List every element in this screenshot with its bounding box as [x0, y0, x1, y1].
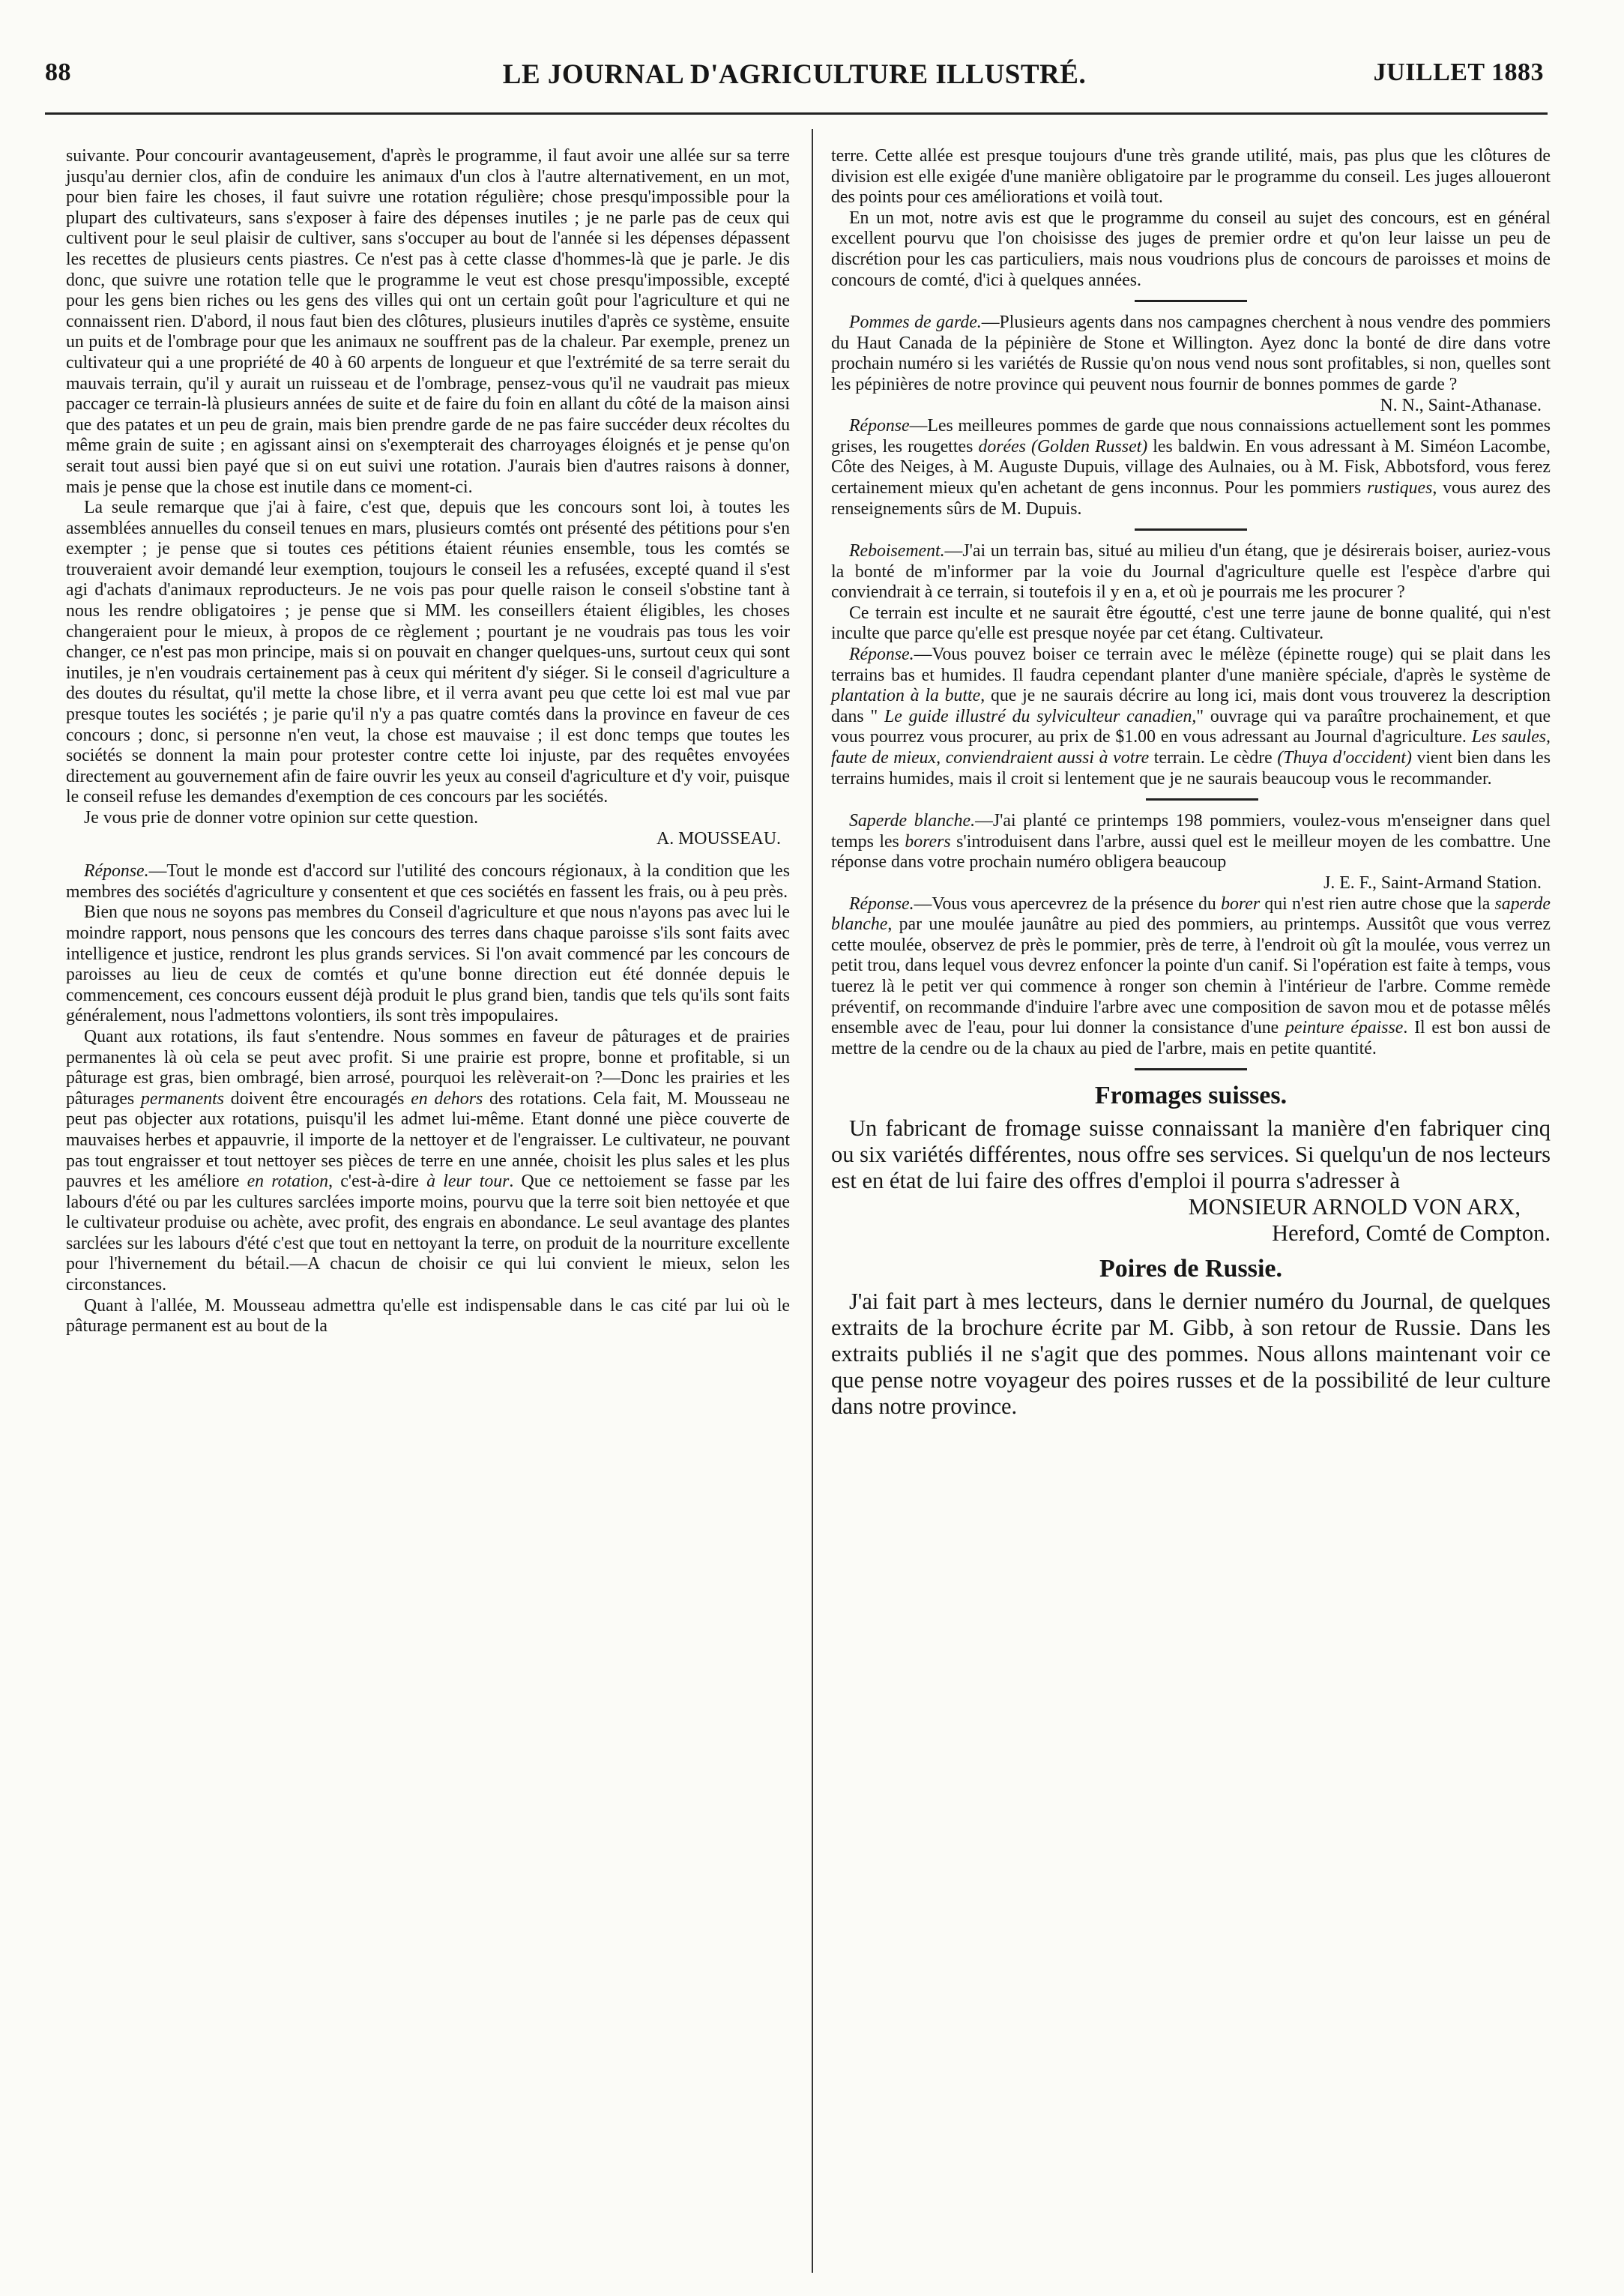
text-run: —J'ai un terrain bas, situé au milieu d'un étang, que je désirerais boiser, auriez-vous la bonté de m'informer par la voie du Journal d'agriculture quelle est l'espèce d'arbre qui conviendrait à ce terrain, si toutefois il y en a, et où je pourrais me les procurer ?	[831, 541, 1551, 603]
paragraph: En un mot, notre avis est que le programme du conseil au sujet des concours, est en général excellent pourvu que l'on choisisse des juges de premier ordre et qu'on leur laisse un peu de discrétion pour les cas particuliers, mais nous voudrions plus de concours de paroisses et moins de concours de comté, d'ici à quelques années.	[831, 208, 1551, 290]
signature: A. MOUSSEAU.	[656, 828, 781, 849]
text-run: —Plusieurs agents dans nos campagnes cherchent à nous vendre des pommiers du Haut Canada de la pépinière de Stone et Willington. Ayez donc la bonté de dire dans votre prochain numéro si les variétés de Russie qu'on nous vend nous sont profitables, si non, quelles sont les pépinières de notre province qui peuvent nous fournir de bonnes pommes de garde ?	[831, 313, 1551, 394]
journal-title: LE JOURNAL D'AGRICULTURE ILLUSTRÉ.	[502, 59, 1087, 90]
spacer	[66, 849, 790, 861]
paragraph: J'ai fait part à mes lecteurs, dans le dernier numéro du Journal, de quelques extraits de la brochure écrite par M. Gibb, à son retour de Russie. Dans les extraits publiés il ne s'agit que des pommes. Nous allons maintenant voir ce que pense notre voyageur des poires russes et de la possibilité de leur culture dans notre province.	[831, 1289, 1551, 1420]
text-run: des rotations. Cela fait, M. Mousseau ne peut pas objecter aux rotations, puisqu'il les admet lui-même. Etant donné une pièce couverte de mauvaises herbes et appauvrie, il importe de la nettoyer et de l'engraisser. Le cultivateur, ne pouvant pas tout engraisser et tout nettoyer ses pièces de terre en une année, choisit les plus sales et les plus pauvres et les améliore	[66, 1088, 790, 1192]
fromages-block	[831, 1115, 1551, 1247]
reponse-label: Réponse.	[84, 861, 149, 882]
italic-run: Les saules, faute de mieux, conviendraient aussi à votre	[831, 727, 1551, 768]
header-rule	[45, 112, 1548, 115]
text-run: . Que ce nettoiement se fasse par les labours d'été ou par les cultures sarclées importe moins, pourvu que la terre soit bien nettoyée et que le cultivateur produise ou achète, avec profit, des engrais en abondance. Le seul avantage des plantes sarclées sur les labours d'été c'est que tout en nettoyant la terre, on produit de la nourriture excellente pour l'hivernement du bétail.—A chacun de choisir ce qui lui convient le mieux, selon les circonstances.	[66, 1172, 791, 1295]
question-paragraph	[831, 313, 1551, 395]
reponse-label: Réponse.	[849, 645, 914, 665]
reponse-text: —Tout le monde est d'accord sur l'utilité des concours régionaux, à la condition que les membres des sociétés d'agriculture y consentent et que ces sociétés en fassent les frais, ou à peu près.	[66, 861, 790, 902]
paragraph: Ce terrain est inculte et ne saurait être égoutté, c'est une terre jaune de bonne qualité, qui n'est inculte que parce qu'elle est presque noyée par cet étang. Cultivateur.	[831, 603, 1551, 644]
section-title-poires: Poires de Russie.	[1099, 1255, 1282, 1283]
paragraph: suivante. Pour concourir avantageusement, d'après le programme, il faut avoir une allée sur sa terre jusqu'au dernier clos, afin de conduire les animaux d'un clos à l'autre alternativement, en un mot, pour bien faire les choses, il faut suivre une rotation régulière; chose presqu'impossible pour la plupart des cultivateurs, sans s'exposer à faire des dépenses inutiles ; je ne parle pas de ceux qui cultivent pour le seul plaisir de cultiver, sans s'occuper au bout de l'année si les dépenses dépassent les recettes de plusieurs cents piastres. Ce n'est pas à cette classe d'hommes-là que je parle. Je dis donc, que suivre une rotation telle que le programme le veut est chose presqu'impossible, excepté pour les gens bien riches ou les gens des villes qui ont un certain goût pour l'agriculture et qui ne connaissent rien. D'abord, il nous faut bien des clôtures, plusieurs inutiles d'après ce système, ensuite un puits et de l'ombrage pour que les animaux ne souffrent pas de la chaleur. Par exemple, prenez un cultivateur qui a une propriété de 40 à 60 arpents de longueur et que l'extrémité de sa terre serait du mauvais terrain, qu'il y aurait un ruisseau et de l'ombrage, pensez-vous qu'il ne vaudrait pas mieux paccager ce terrain-là plusieurs années de suite et de faire du foin en allant du côté de la maison ainsi que des patates et un peu de grain, mais bien prendre garde de ne pas faire succéder deux récoltes du même grain de suite ; en agissant ainsi on s'exempterait des charroyages éloignés et je pense qu'on serait tout aussi bien payé que si on eut suivi une rotation. J'aurais bien d'autres raisons à donner, mais je pense que la chose est inutile dans ce moment-ci.	[66, 146, 790, 497]
paragraph: terre. Cette allée est presque toujours d'une très grande utilité, mais, pas plus que les clôtures de division est elle exigée d'une manière obligatoire par le programme du conseil. Les juges alloueront des points pour ces améliorations et voilà tout.	[831, 146, 1551, 208]
text-run: , c'est-à-dire	[328, 1172, 427, 1192]
italic-run: (Thuya d'occident)	[1277, 748, 1412, 768]
text-run: les baldwin. En vous adressant à M. Siméon Lacombe, Côte des Neiges, à M. Auguste Dupuis, village des Aulnaies, ou à M. Fisk, Abbotsford, vous ferez certainement mieux qu'en achetant de gens inconnus. Pour les pommiers	[831, 436, 1551, 498]
reponse-paragraph	[66, 861, 790, 903]
italic-run: permanents	[140, 1088, 225, 1109]
text-run: , que je ne saurais décrire au long ici, mais dont vous trouverez la description dans "	[831, 686, 1551, 726]
text-run: s'introduisent dans l'arbre, aussi quel est le meilleur moyen de les combattre. Une réponse dans votre prochain numéro obligera beaucoup	[831, 831, 1551, 873]
text-run: —J'ai planté ce printemps 198 pommiers, voulez-vous m'enseigner dans quel temps les	[831, 811, 1551, 852]
text-run: , par une moulée jaunâtre au pied des pommiers, au printemps. Aussitôt que vous verrez cette moulée, observez de près le pommier, près de terre, à l'endroit où gît la moulée, vous verrez un petit trou, dans lequel vous devrez enfoncer la pointe d'un canif. Si l'opération est faite à temps, vous tuerez là le petit ver qui commence à ronger son chemin à l'intérieur de l'arbre. Comme remède préventif, on recommande d'induire l'arbre avec une composition de savon mou et de potasse mêlés ensemble avec de l'eau, pour lui donner la consistance d'une	[831, 915, 1551, 1038]
italic-run: borer	[1221, 894, 1261, 914]
italic-run: peinture épaisse	[1285, 1018, 1404, 1038]
italic-run: en dehors	[411, 1088, 483, 1109]
signature: MONSIEUR ARNOLD VON ARX,	[1188, 1194, 1521, 1220]
italic-run: rustiques	[1367, 477, 1433, 498]
question-label: Pommes de garde.	[849, 313, 982, 333]
text-run: terrain. Le cèdre	[1149, 748, 1278, 768]
text-run: vient bien dans les terrains humides, mais il croit si lentement que je ne saurais beaucoup vous le recommander.	[831, 748, 1551, 789]
reponse-label: Réponse.	[849, 894, 914, 914]
left-column	[66, 146, 790, 1337]
reponse-label: Réponse	[849, 416, 910, 436]
text-run: doivent être encouragés	[224, 1088, 411, 1109]
italic-run: en rotation	[247, 1172, 329, 1192]
text-run: —Les meilleures pommes de garde que nous connaissions actuellement sont les pommes grises, les rougettes	[831, 416, 1551, 457]
text-run: —Vous vous apercevrez de la présence du	[914, 894, 1222, 914]
text-run: , vous aurez des renseignements sûrs de M. Dupuis.	[831, 477, 1551, 519]
section-title-fromages: Fromages suisses.	[1094, 1082, 1288, 1110]
italic-run: à leur tour	[426, 1172, 510, 1192]
italic-run: dorées (Golden Russet)	[978, 436, 1148, 457]
question-label: Saperde blanche.	[849, 811, 976, 831]
page-header	[45, 58, 1544, 103]
section-rule	[1135, 300, 1247, 302]
paragraph: Je vous prie de donner votre opinion sur cette question.	[84, 808, 479, 828]
signature: Hereford, Comté de Compton.	[1272, 1220, 1551, 1247]
rotations-paragraph	[66, 1027, 790, 1296]
italic-run: Le guide illustré du sylviculteur canadien	[884, 706, 1192, 726]
page-number: 88	[45, 58, 71, 86]
signature: J. E. F., Saint-Armand Station.	[1323, 873, 1542, 893]
text-run: qui n'est rien autre chose que la	[1260, 894, 1495, 914]
reponse-paragraph	[831, 894, 1551, 1060]
paragraph: La seule remarque que j'ai à faire, c'est que, depuis que les concours sont loi, à toutes les assemblées annuelles du conseil tenues en mars, plusieurs comtés ont présenté des pétitions pour s'en exempter ; je pense que si toutes ces pétitions étaient réunies ensemble, tous les comtés se trouveraient avoir demandé leur exemption, toujours le conseil les a refusées, excepté quand il s'est agi d'achats d'animaux reproducteurs. Je ne vois pas pour quelle raison le conseil s'obstine tant à nous les rendre obligatoires ; je pense que si MM. les conseillers étaient éligibles, les choses changeraient pour le mieux, à propos de ce règlement ; pourtant je ne voudrais pas tous les voir changer, ce n'est pas mon principe, mais si on pouvait en changer quelques-uns, surtout ceux qui sont inutiles, je n'en voudrais certainement pas à ceux qui méritent d'y siéger. Si le conseil d'agriculture a des doutes du résultat, qu'il mette la chose libre, et il verra avant peu que cette loi est mal vue par presque toutes les sociétés ; je parie qu'il n'y a pas quatre comtés dans la province en faveur de ces concours ; donc, si personne n'en veut, la chose est mauvaise ; il est donc temps que toutes les sociétés se donnent la main pour protester contre cette loi injuste, par des requêtes envoyées directement au gouvernement afin de faire ouvrir les yeux au conseil d'agriculture et d'y voir, puisque le conseil refuse les demandes d'exemption de ces concours par les sociétés.	[66, 498, 790, 807]
paragraph: Quant à l'allée, M. Mousseau admettra qu'elle est indispensable dans le cas cité par lui où le pâturage permanent est au bout de la	[66, 1295, 790, 1337]
paragraph: Bien que nous ne soyons pas membres du Conseil d'agriculture et que nous n'ayons pas avec lui le moindre rapport, nous pensons que les concours des terres dans chaque paroisse s'ils sont faits avec intelligence et justice, rendront les plus grands services. Si l'on avait commencé par les concours de paroisses au lieu de ceux de comtés et qu'une bonne direction eut été donnée depuis le commencement, ces concours eussent déjà produit le plus grand bien, tandis que tels qu'ils sont faits généralement, nous l'admettons volontiers, ils sont très impopulaires.	[66, 903, 790, 1026]
signature: N. N., Saint-Athanase.	[1380, 395, 1542, 415]
text-run: ," ouvrage qui va paraître prochainement, et que vous pourrez vous procurer, au prix de $1.00 en vous adressant au Journal d'agriculture.	[831, 706, 1551, 747]
right-column	[831, 146, 1551, 1420]
poires-block	[831, 1289, 1551, 1420]
reponse-paragraph	[831, 416, 1551, 519]
section-rule	[1135, 1068, 1247, 1070]
italic-run: borers	[905, 831, 951, 852]
text-run: . Il est bon aussi de mettre de la cendre ou de la chaux au pied de l'arbre, mais en petite quantité.	[831, 1018, 1551, 1058]
question-paragraph	[831, 811, 1551, 873]
question-label: Reboisement.	[849, 541, 945, 561]
paragraph: Un fabricant de fromage suisse connaissant la manière d'en fabriquer cinq ou six variétés différentes, nous offre ses services. Si quelqu'un de nos lecteurs est en état de lui faire des offres d'emploi il pourra s'adresser à	[831, 1115, 1551, 1194]
text-run: Quant aux rotations, ils faut s'entendre. Nous sommes en faveur de pâturages et de prairies permanentes là où cela se peut avec profit. Si une prairie est propre, bonne et profitable, si un pâturage est gras, bien ombragé, bien arrosé, pourquoi les relèverait-on ?—Donc les prairies et les pâturages	[66, 1026, 790, 1109]
section-rule	[1146, 798, 1258, 801]
reponse-paragraph	[831, 645, 1551, 789]
question-paragraph	[831, 541, 1551, 603]
italic-run: saperde blanche	[831, 894, 1551, 935]
italic-run: plantation à la butte	[831, 686, 981, 706]
column-divider	[812, 129, 813, 2273]
issue-date: JUILLET 1883	[1373, 58, 1544, 86]
text-run: —Vous pouvez boiser ce terrain avec le mélèze (épinette rouge) qui se plait dans les terrains bas et humides. Il faudra cependant planter d'une manière spéciale, d'après le système de	[831, 645, 1551, 685]
section-rule	[1135, 528, 1247, 531]
